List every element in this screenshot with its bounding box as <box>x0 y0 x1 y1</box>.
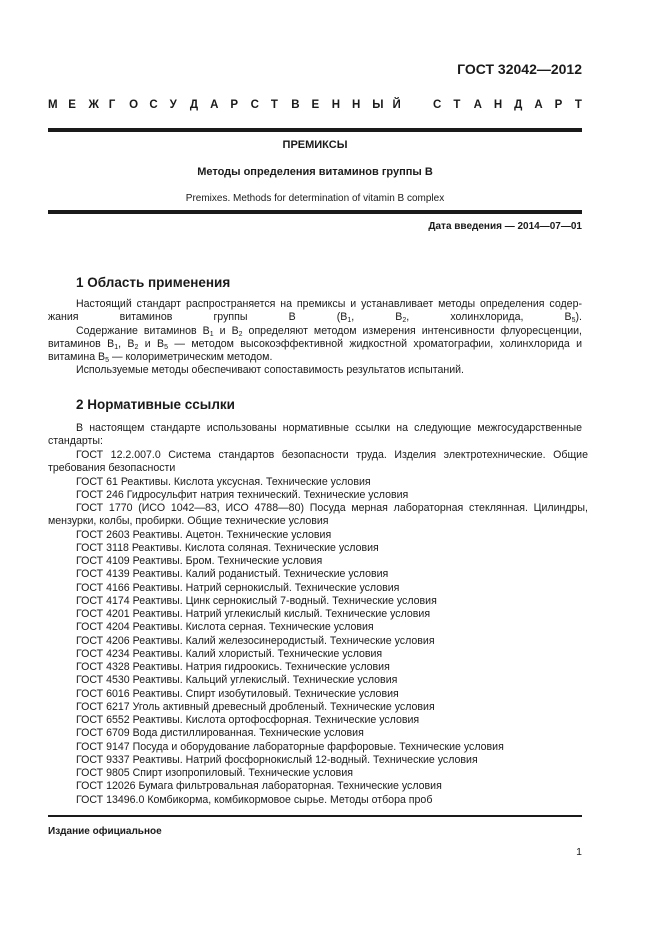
interstate-letter: Р <box>230 99 239 111</box>
scope-body <box>48 298 582 378</box>
header-rule-bottom <box>48 210 582 214</box>
page-number: 1 <box>576 846 582 858</box>
reference-item: ГОСТ 9805 Спирт изопропиловый. Технические условия <box>76 767 353 779</box>
english-title: Premixes. Methods for determination of vitamin B complex <box>185 193 445 204</box>
reference-item: ГОСТ 4530 Реактивы. Кальций углекислый. Технические условия <box>76 674 398 687</box>
interstate-letter: Н <box>493 99 503 111</box>
section-heading-references: 2 Нормативные ссылки <box>76 397 235 412</box>
interstate-letter: Ы <box>372 99 384 111</box>
interstate-letter: С <box>250 99 259 111</box>
interstate-letter: Р <box>554 99 563 111</box>
reference-item: ГОСТ 4139 Реактивы. Калий роданистый. Технические условия <box>76 568 389 581</box>
reference-item: ГОСТ 12.2.007.0 Система стандартов безопасности труда. Изделия электротехнические. Общие требования безопасности <box>48 449 588 475</box>
reference-item: ГОСТ 4234 Реактивы. Калий хлористый. Технические условия <box>76 647 383 660</box>
interstate-letter: С <box>433 99 442 111</box>
interstate-standard-label <box>48 99 582 111</box>
interstate-letter: С <box>149 99 158 111</box>
interstate-letter: А <box>534 99 543 111</box>
reference-item: ГОСТ 4206 Реактивы. Калий железосинеродистый. Технические условия <box>76 634 435 647</box>
interstate-letter: Т <box>270 99 278 111</box>
reference-item: ГОСТ 4328 Реактивы. Натрия гидроокись. Технические условия <box>76 661 390 673</box>
reference-item: ГОСТ 1770 (ИСО 1042—83, ИСО 4788—80) Посуда мерная лабораторная стеклянная. Цилиндры, мензурки, колбы, пробирки. Общие технические условия <box>48 502 588 528</box>
section-heading-scope: 1 Область применения <box>76 275 231 290</box>
reference-item: ГОСТ 2603 Реактивы. Ацетон. Технические условия <box>76 528 332 541</box>
reference-item: ГОСТ 6217 Уголь активный древесный дробленый. Технические условия <box>76 700 435 713</box>
reference-item: ГОСТ 6552 Реактивы. Кислота ортофосфорная. Технические условия <box>76 714 420 726</box>
reference-item: ГОСТ 4166 Реактивы. Натрий сернокислый. Технические условия <box>76 581 400 594</box>
reference-item: ГОСТ 246 Гидросульфит натрия технический. Технические условия <box>76 488 409 501</box>
reference-item: ГОСТ 4201 Реактивы. Натрий углекислый кислый. Технические условия <box>76 608 431 620</box>
reference-item: ГОСТ 6016 Реактивы. Спирт изобутиловый. Технические условия <box>76 687 399 700</box>
interstate-letter: А <box>210 99 219 111</box>
interstate-letter: Е <box>68 99 76 111</box>
reference-item: ГОСТ 4204 Реактивы. Кислота серная. Технические условия <box>76 621 374 634</box>
references-list <box>48 449 588 807</box>
interstate-letter: Д <box>189 99 199 111</box>
scope-paragraph-2: Содержание витаминов $В_1$ и $В_2$ определяют методом измерения интенсивности флуоресценции, витаминов $В_1$, $В_2$ и $В_5$ — методом высокоэффективной жидкостной хроматографии, холинхлорида и витамина $В_5$ — колориметрическим методом. <box>48 324 583 365</box>
reference-item: ГОСТ 12026 Бумага фильтровальная лабораторная. Технические условия <box>76 780 442 793</box>
scope-paragraph-1: Настоящий стандарт распространяется на премиксы и устанавливает методы определения содер-жания витаминов группы В ($В_1$, $В_2$, холинхлорида, $В_5$). <box>48 298 582 325</box>
interstate-letter: Н <box>331 99 341 111</box>
reference-item: ГОСТ 4174 Реактивы. Цинк сернокислый 7-водный. Технические условия <box>76 594 437 607</box>
interstate-letter: А <box>473 99 482 111</box>
interstate-letter: М <box>48 99 58 111</box>
reference-item: ГОСТ 13496.0 Комбикорма, комбикормовое сырье. Методы отбора проб <box>76 793 433 806</box>
document-title: ПРЕМИКСЫ <box>282 139 348 151</box>
reference-item: ГОСТ 3118 Реактивы. Кислота соляная. Технические условия <box>76 541 379 554</box>
interstate-letter: Е <box>311 99 320 111</box>
gost-number: ГОСТ 32042—2012 <box>457 61 582 77</box>
interstate-letter: Д <box>514 99 523 111</box>
header-rule-top <box>48 128 582 132</box>
interstate-letter: Н <box>351 99 361 111</box>
references-intro: В настоящем стандарте использованы нормативные ссылки на следующие межгосударственные стандарты: <box>48 422 582 448</box>
document-subtitle: Методы определения витаминов группы В <box>197 166 433 178</box>
reference-item: ГОСТ 61 Реактивы. Кислота уксусная. Технические условия <box>76 475 371 488</box>
interstate-letter: У <box>169 99 177 111</box>
reference-item: ГОСТ 6709 Вода дистиллированная. Технические условия <box>76 727 364 740</box>
interstate-letter: О <box>129 99 139 111</box>
reference-item: ГОСТ 4109 Реактивы. Бром. Технические условия <box>76 555 323 567</box>
interstate-letter: Т <box>453 99 461 111</box>
footer-rule <box>48 815 582 817</box>
reference-item: ГОСТ 9147 Посуда и оборудование лабораторные фарфоровые. Технические условия <box>76 740 504 753</box>
interstate-letter: Г <box>108 99 116 111</box>
interstate-letter: В <box>291 99 300 111</box>
introduction-date: Дата введения — 2014—07—01 <box>428 221 582 232</box>
interstate-letter: Т <box>574 99 582 111</box>
reference-item: ГОСТ 9337 Реактивы. Натрий фосфорнокислый 12-водный. Технические условия <box>76 753 478 766</box>
interstate-letter: Ж <box>88 99 99 111</box>
interstate-letter: Й <box>392 99 401 111</box>
scope-paragraph-3: Используемые методы обеспечивают сопоставимость результатов испытаний. <box>76 364 464 377</box>
official-edition-label: Издание официальное <box>48 826 162 837</box>
